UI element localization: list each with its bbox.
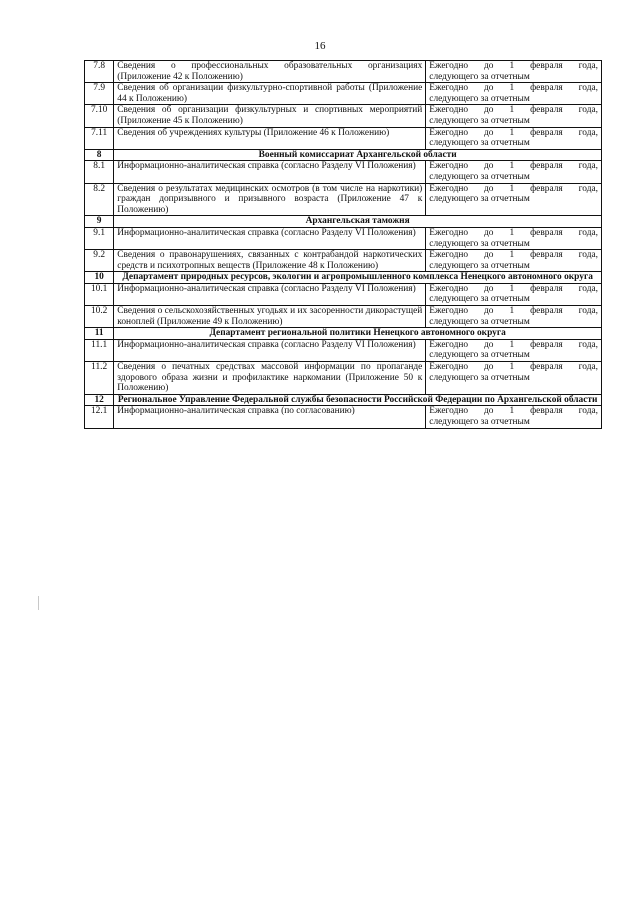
term-line-2: следующего за отчетным [429,138,530,149]
item-description: Сведения об организации физкультурных и спортивных мероприятий (Приложение 45 к Положению) [114,105,426,127]
row-number: 10 [85,272,114,284]
section-title: Военный комиссариат Архангельской области [114,149,602,161]
term-word: февраля [530,127,563,138]
term-word: февраля [530,339,563,350]
table-row [85,362,602,395]
term-word: до [484,183,494,194]
row-number: 9.1 [85,227,114,249]
reporting-table [84,60,602,429]
term-line-1 [429,161,598,172]
term-word: Ежегодно [429,283,469,294]
section-title: Региональное Управление Федеральной службы безопасности Российской Федерации по Архангельской области [114,394,602,406]
term-line-1 [429,250,598,261]
row-number: 7.10 [85,105,114,127]
term-line-1 [429,105,598,116]
submission-term [426,283,602,305]
term-word: до [484,161,494,172]
term-word: до [484,83,494,94]
term-word: 1 [509,61,515,71]
submission-term [426,362,602,395]
row-number: 9 [85,216,114,228]
item-description: Сведения об учреждениях культуры (Приложение 46 к Положению) [114,127,426,149]
term-word: февраля [530,406,563,417]
item-description: Информационно-аналитическая справка (согласно Разделу VI Положения) [114,227,426,249]
term-word: года, [578,250,598,261]
term-line-2: следующего за отчетным [429,238,530,249]
row-number: 12.1 [85,406,114,428]
table-body [85,61,602,429]
term-word: до [484,61,494,71]
item-description: Сведения о результатах медицинских осмотров (в том числе на наркотики) граждан допризывного и призывного возраста (Приложение 47 к Положению) [114,183,426,216]
item-description: Информационно-аналитическая справка (согласно Разделу VI Положения) [114,161,426,183]
term-word: февраля [530,161,563,172]
term-word: Ежегодно [429,105,469,116]
item-description: Сведения о правонарушениях, связанных с контрабандой наркотических средств и психотропных веществ (Приложение 48 к Положению) [114,250,426,272]
term-word: 1 [509,161,515,172]
row-number: 12 [85,394,114,406]
term-word: февраля [530,306,563,317]
term-line-1 [429,340,598,351]
page-number: 16 [314,40,326,52]
section-header-row [85,394,602,406]
term-word: Ежегодно [429,250,469,261]
row-number: 11.2 [85,362,114,395]
row-number: 8.2 [85,183,114,216]
table-row [85,339,602,361]
row-number: 10.2 [85,306,114,328]
term-word: 1 [509,183,515,194]
term-word: года, [578,183,598,194]
table-row [85,127,602,149]
section-header-row [85,149,602,161]
section-header-row [85,328,602,340]
term-line-2: следующего за отчетным [429,194,530,205]
item-description: Сведения об организации физкультурно-спортивной работы (Приложение 44 к Положению) [114,83,426,105]
term-word: до [484,283,494,294]
term-word: года, [578,362,598,373]
submission-term [426,183,602,216]
term-word: 1 [509,105,515,116]
row-number: 11.1 [85,339,114,361]
item-description: Сведения о профессиональных образовательных организациях (Приложение 42 к Положению) [114,61,426,83]
row-number: 8 [85,149,114,161]
term-word: февраля [530,105,563,116]
term-word: года, [578,61,598,71]
term-line-2: следующего за отчетным [429,93,530,104]
term-word: февраля [530,183,563,194]
item-description: Сведения о сельскохозяйственных угодьях и их засоренности дикорастущей коноплей (Приложение 49 к Положению) [114,306,426,328]
submission-term [426,127,602,149]
row-number: 7.9 [85,83,114,105]
term-word: до [484,227,494,238]
term-word: Ежегодно [429,183,469,194]
term-word: Ежегодно [429,339,469,350]
row-number: 7.8 [85,61,114,83]
term-word: 1 [509,339,515,350]
term-word: 1 [509,227,515,238]
table-row [85,406,602,428]
term-word: года, [578,83,598,94]
term-line-2: следующего за отчетным [429,115,530,126]
term-word: года, [578,283,598,294]
term-word: до [484,250,494,261]
submission-term [426,306,602,328]
term-word: до [484,339,494,350]
term-line-2: следующего за отчетным [429,171,530,182]
term-word: до [484,105,494,116]
submission-term [426,61,602,83]
term-word: Ежегодно [429,362,469,373]
item-description: Информационно-аналитическая справка (согласно Разделу VI Положения) [114,339,426,361]
submission-term [426,83,602,105]
term-word: года, [578,339,598,350]
submission-term [426,406,602,428]
row-number: 7.11 [85,127,114,149]
submission-term [426,105,602,127]
table-row [85,183,602,216]
term-word: 1 [509,283,515,294]
term-word: года, [578,227,598,238]
section-title: Архангельская таможня [114,216,602,228]
term-line-1 [429,406,598,417]
term-line-2: следующего за отчетным [429,316,530,327]
submission-term [426,250,602,272]
table-row [85,227,602,249]
term-word: года, [578,406,598,417]
row-number: 11 [85,328,114,340]
table-row [85,306,602,328]
term-line-2: следующего за отчетным [429,372,530,383]
submission-term [426,161,602,183]
item-description: Информационно-аналитическая справка (согласно Разделу VI Положения) [114,283,426,305]
scan-mark [38,596,39,610]
term-word: 1 [509,306,515,317]
term-word: до [484,362,494,373]
term-line-1 [429,362,598,373]
item-description: Сведения о печатных средствах массовой информации по пропаганде здорового образа жизни и профилактике наркомании (Приложение 50 к Положению) [114,362,426,395]
term-line-2: следующего за отчетным [429,294,530,305]
term-word: года, [578,161,598,172]
term-word: Ежегодно [429,227,469,238]
term-word: Ежегодно [429,161,469,172]
term-word: февраля [530,362,563,373]
table-row [85,105,602,127]
term-word: февраля [530,61,563,71]
submission-term [426,227,602,249]
term-word: февраля [530,283,563,294]
term-line-1 [429,128,598,139]
term-word: Ежегодно [429,127,469,138]
section-title: Департамент природных ресурсов, экологии и агропромышленного комплекса Ненецкого автономного округа [114,272,602,284]
term-word: Ежегодно [429,406,469,417]
term-word: до [484,406,494,417]
table-row [85,83,602,105]
term-word: года, [578,127,598,138]
term-word: февраля [530,227,563,238]
term-word: февраля [530,250,563,261]
term-line-1 [429,306,598,317]
section-header-row [85,272,602,284]
table-row [85,283,602,305]
term-word: 1 [509,406,515,417]
term-line-2: следующего за отчетным [429,350,530,361]
row-number: 9.2 [85,250,114,272]
table-row [85,250,602,272]
term-word: 1 [509,362,515,373]
section-title: Департамент региональной политики Ненецкого автономного округа [114,328,602,340]
term-line-2: следующего за отчетным [429,417,530,427]
term-word: Ежегодно [429,306,469,317]
term-word: 1 [509,250,515,261]
term-word: года, [578,105,598,116]
table-row [85,61,602,83]
term-word: Ежегодно [429,61,469,71]
section-header-row [85,216,602,228]
term-word: февраля [530,83,563,94]
term-word: до [484,306,494,317]
term-line-2: следующего за отчетным [429,71,530,82]
term-word: Ежегодно [429,83,469,94]
term-line-1 [429,184,598,195]
row-number: 10.1 [85,283,114,305]
table-row [85,161,602,183]
row-number: 8.1 [85,161,114,183]
term-word: до [484,127,494,138]
term-line-1 [429,228,598,239]
term-line-1 [429,61,598,72]
term-word: 1 [509,127,515,138]
term-word: 1 [509,83,515,94]
term-line-1 [429,284,598,295]
term-line-1 [429,83,598,94]
item-description: Информационно-аналитическая справка (по согласованию) [114,406,426,428]
term-word: года, [578,306,598,317]
submission-term [426,339,602,361]
term-line-2: следующего за отчетным [429,260,530,271]
